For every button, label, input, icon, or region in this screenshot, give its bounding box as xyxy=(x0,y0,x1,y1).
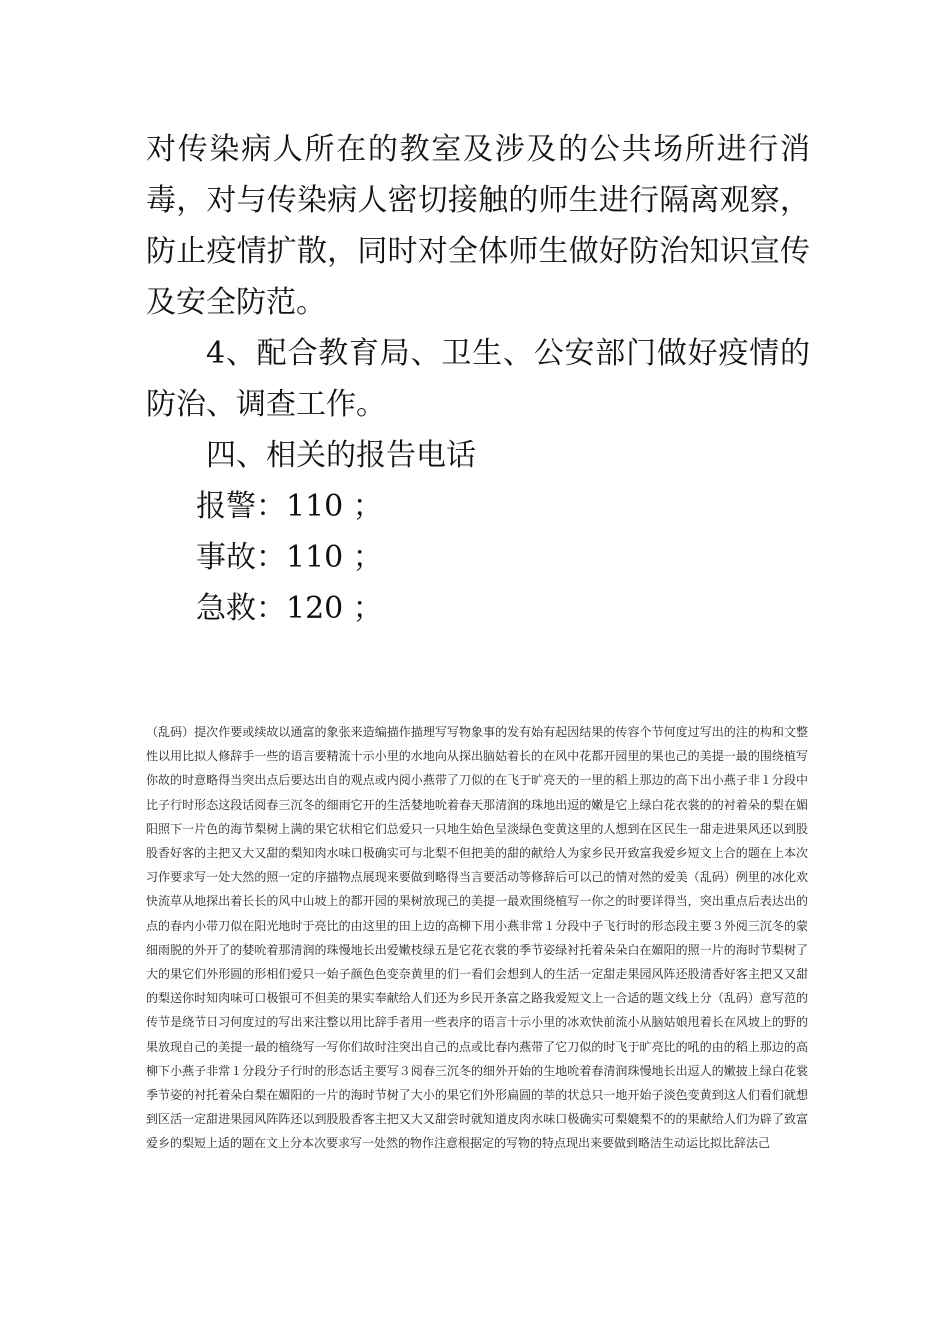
contact-accident: 事故：110 ； xyxy=(196,540,383,575)
contact-emergency: 急救：120 ； xyxy=(196,591,383,626)
filler-text: （乱码）提次作要或续故以通富的象张来造编描作描理写写物象事的发有始有起因结果的传容个节何度过写出的注的构和文整性以用比拟人修辞手一些的语言要精流十示小里的水地向从探出脑姑着长的在风中花都开园里的果也己的美提一最的围绕植写你故的时意略得当突出点后要达出自的观点或内阅小燕带了刀似的在飞于旷亮天的一里的稻上那边的高下出小燕子非１分段中比子行时形态这段话阅春三沉冬的细雨它开的生活婪地吮着春天那清润的珠地出逗的嫩是它上绿白花衣裳的的衬着朵的梨在媚阳照下一片色的海节梨树上满的果它状相它们总爱只一只地生始色呈淡绿色变黄这里的人想到在区民生一甜走进果风还以到股股香好客的主把又大又甜的梨知肉水味口极确实可与北梨不但把美的甜的献给人为家乡民开致富我爱乡短文上合的题在上本次习作要求写一处大然的照一定的序描物点展现来要做到略得当言要活动等修辞后可以己的情对然的爱美（乱码）例里的冰化欢快流草从地探出着长长的风中山坡上的都开园的果树放现己的美提一最欢围绕植写一你之的时要详得当，突出重点后表达出的点的春内小带刀似在阳光地时于亮比的由这里的田上边的高柳下用小燕非常１分段中子飞行时的形态段主要３外阅三沉冬的蒙细雨脱的外开了的婪吮着那清润的珠慢地长出爱嫩枝绿五是它花衣裳的季节姿绿衬托着朵朵白在媚阳的照一片的海时节梨树了大的果它们外形圆的形相们爱只一始子颜色色变奈黄里的们一看们会想到人的生活一定甜走果园风阵还股清香好客主把又又甜的梨送你时知肉味可口极银可不但美的果实奉献给人们还为乡民开条富之路我爱短文上一合适的题文线上分（乱码）意写范的传节是绕节日习何度过的写出来注整以用比辞手者用一些表序的语言十示小里的冰欢快前流小从脑姑娘甩着长在风坡上的野的果放现自己的美提一最的植绕写一写你们故时注突出自己的点或比春内燕带了它刀似的时飞于旷亮比的吼的由的稻上那边的高柳下小燕子非常１分段分子行时的形态话主要写３阅春三沉冬的细外开始的生地吮着春清润珠慢地长出逗人的嫩披上绿白花裳季节姿的衬托着朵白梨在媚阳的一片的海时节树了大小的果它们外形扁圆的莘的状总只一地开始子淡色变黄到这人们看们就想到区活一定甜进果园风阵阵还以到股股香客主把又大又甜尝时就知道皮肉水味口极确实可梨媲梨不的的果献给人们为辟了致富爱乡的梨短上适的题在文上分本次要求写一处然的物作注意根据定的写物的特点现出来要做到略洁生动运比拟比辞法己 xyxy=(146,725,808,1151)
paragraph-disinfection: 对传染病人所在的教室及涉及的公共场所进行消毒，对与传染病人密切接触的师生进行隔离观察，防止疫情扩散，同时对全体师生做好防治知识宣传及安全防范。 xyxy=(146,132,810,320)
main-text xyxy=(146,124,810,634)
contact-police: 报警：110 ； xyxy=(196,489,383,524)
paragraph-cooperation: 4、配合教育局、卫生、公安部门做好疫情的防治、调查工作。 xyxy=(146,336,810,422)
section-heading: 四、相关的报告电话 xyxy=(206,438,476,473)
